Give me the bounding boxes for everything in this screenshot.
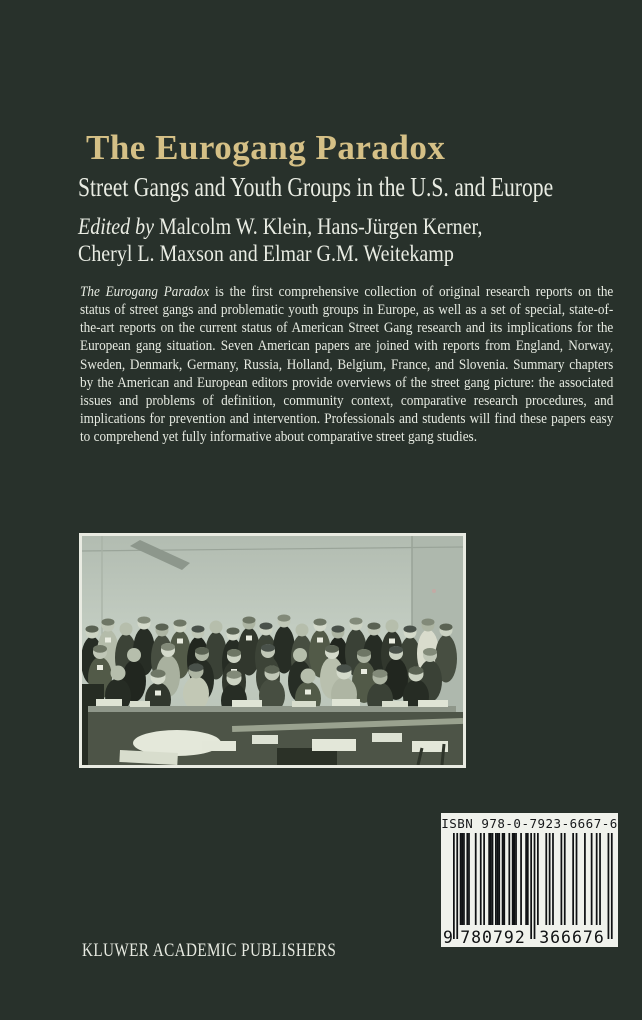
ean-barcode-bars <box>441 813 618 947</box>
publisher-name: KLUWER ACADEMIC PUBLISHERS <box>82 941 337 961</box>
ean-digit-9: 9 <box>443 928 454 947</box>
isbn-number-label: ISBN 978-0-7923-6667-6 <box>441 816 618 831</box>
ean-digits-left-group: 780792 <box>460 928 526 947</box>
editors-line-1 <box>78 214 482 241</box>
book-subtitle: Street Gangs and Youth Groups in the U.S. and Europe <box>78 172 554 202</box>
group-photo-illustration <box>82 536 463 765</box>
editors-block <box>78 214 482 267</box>
edited-by-label: Edited by <box>78 214 154 240</box>
ean-digits-right-group: 366676 <box>539 928 605 947</box>
isbn-barcode <box>441 813 618 947</box>
description-text: is the first comprehensive collection of original research reports on the status of street gangs and problematic youth groups in Europe, as well as a set of special, state-of-the-art reports on the current status of American Street Gang research and its implications for the European gang situation. Seven American papers are joined with reports from England, Norway, Sweden, Denmark, Germany, Russia, Holland, Belgium, France, and Slovenia. Summary chapters by the American and European editors provide overviews of the street gang picture: the associated issues and problems of definition, community context, comparative research procedures, and implications for prevention and intervention. Professionals and students will find these papers easy to comprehend yet fully informative about comparative street gang studies. <box>80 283 614 446</box>
book-title: The Eurogang Paradox <box>86 128 446 167</box>
editors-line-2: Cheryl L. Maxson and Elmar G.M. Weitekamp <box>78 240 454 267</box>
description-book-title: The Eurogang Paradox <box>80 283 210 300</box>
group-photo <box>79 533 466 768</box>
editors-names-1: Malcolm W. Klein, Hans-Jürgen Kerner, <box>158 214 483 240</box>
book-description <box>80 283 613 446</box>
